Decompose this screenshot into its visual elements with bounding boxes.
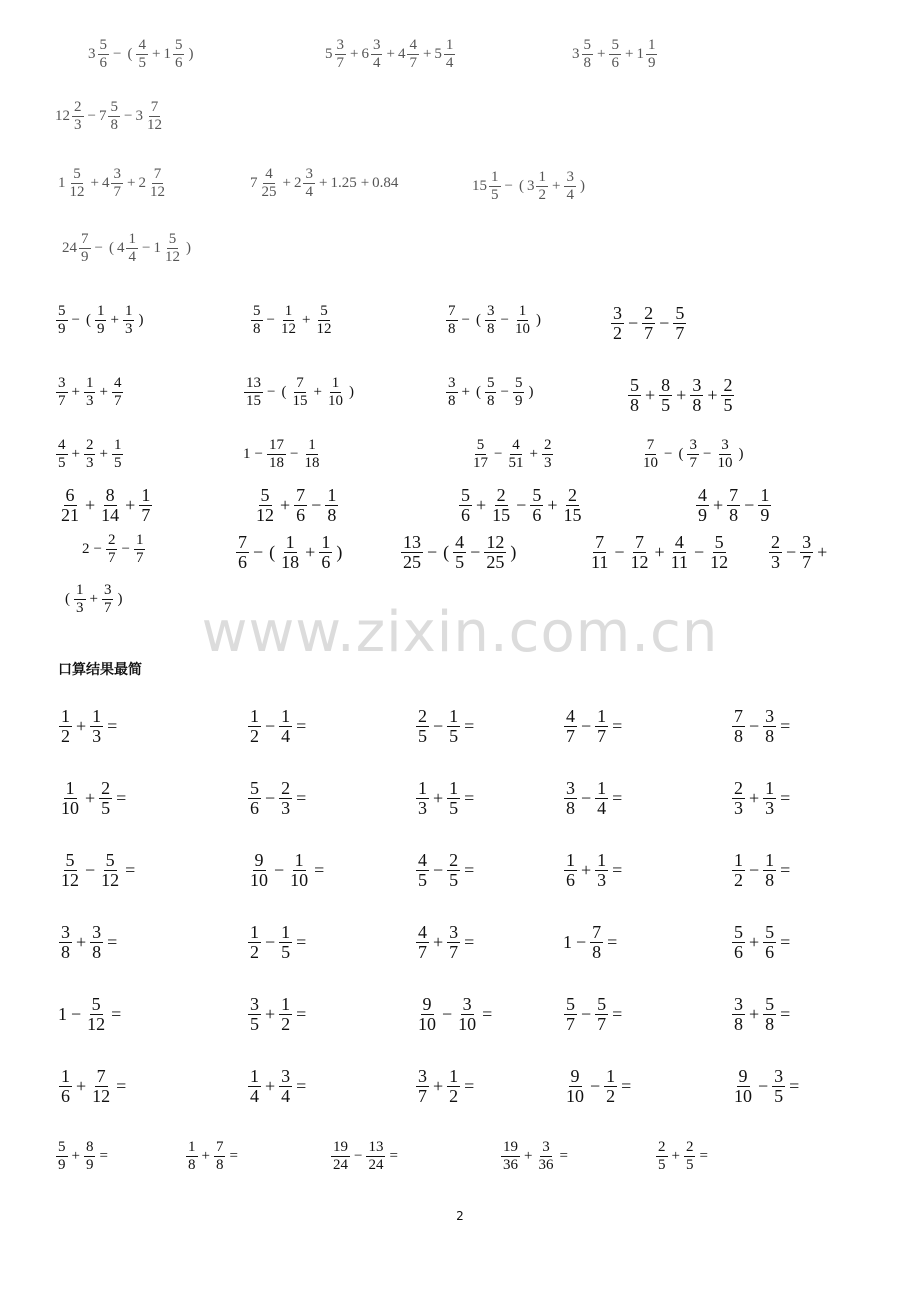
oral-exercise-16: $\frac{3}{8}$ + $\frac{3}{8}$ = <box>61 922 118 962</box>
fraction: $\frac{1}{5}$ <box>113 437 122 471</box>
fraction: $\frac{4}{7}$ <box>113 375 122 409</box>
fraction: $\frac{1}{7}$ <box>135 532 144 566</box>
oral-exercise-9: $\frac{3}{8}$ − $\frac{1}{4}$ = <box>566 778 623 818</box>
oral-exercise-27: $\frac{1}{4}$ + $\frac{3}{4}$ = <box>250 1066 307 1106</box>
oral-exercise-28: $\frac{3}{7}$ + $\frac{1}{2}$ = <box>418 1066 475 1106</box>
fraction: $\frac{5}{12}$ <box>710 532 729 572</box>
fraction: $\frac{3}{7}$ <box>689 437 697 471</box>
fraction: $\frac{12}{25}$ <box>486 532 505 572</box>
fraction-expression-11: $\frac{5}{17}$ − $\frac{4}{51}$ + $\frac{2}{3}$ <box>473 437 552 471</box>
fraction: $\frac{2}{3}$ <box>281 778 291 818</box>
fraction: $\frac{1}{5}$ <box>449 778 459 818</box>
fraction-expression-15: $\frac{5}{6}$ + $\frac{2}{15}$ − $\frac{5}{6}$ + $\frac{2}{15}$ <box>461 485 582 525</box>
fraction: $\frac{3}{4}$ <box>566 169 574 203</box>
fraction: $\frac{4}{9}$ <box>698 485 707 525</box>
fraction: $\frac{4}{7}$ <box>409 37 417 71</box>
fraction-expression-20: $\frac{7}{11}$ − $\frac{7}{12}$ + $\frac{4}{11}$ − $\frac{5}{12}$ <box>591 532 729 572</box>
oral-exercise-31: $\frac{5}{9}$ + $\frac{8}{9}$ = <box>58 1139 108 1173</box>
oral-exercise-2: $\frac{1}{2}$ − $\frac{1}{4}$ = <box>250 706 307 746</box>
fraction: $\frac{8}{9}$ <box>85 1139 94 1173</box>
fraction: $\frac{7}{15}$ <box>292 375 308 409</box>
oral-exercise-33: $\frac{19}{24}$ − $\frac{13}{24}$ = <box>333 1139 398 1173</box>
fraction-expression-17: 2 − $\frac{2}{7}$ − $\frac{1}{7}$ <box>82 532 144 566</box>
fraction-expression-6: $\frac{13}{15}$ − ( $\frac{7}{15}$ + $\frac{1}{10}$ ) <box>246 375 354 409</box>
fraction: $\frac{4}{7}$ <box>566 706 575 746</box>
fraction-expression-4: $\frac{3}{2}$ − $\frac{2}{7}$ − $\frac{5}{7}$ <box>613 303 685 343</box>
fraction: $\frac{4}{5}$ <box>138 37 146 71</box>
fraction: $\frac{9}{10}$ <box>250 850 268 890</box>
fraction: $\frac{5}{12}$ <box>316 303 332 337</box>
fraction: $\frac{2}{3}$ <box>85 437 94 471</box>
fraction: $\frac{7}{10}$ <box>643 437 658 471</box>
oral-exercise-12: $\frac{9}{10}$ − $\frac{1}{10}$ = <box>250 850 325 890</box>
fraction: $\frac{5}{6}$ <box>461 485 470 525</box>
fraction: $\frac{7}{11}$ <box>591 532 609 572</box>
fraction: $\frac{1}{7}$ <box>597 706 607 746</box>
fraction-expression-10: 1 − $\frac{17}{18}$ − $\frac{1}{18}$ <box>243 437 320 471</box>
mixed-expression-8: 24 $\frac{7}{9}$ − ( 4 $\frac{1}{4}$ − 1 $\frac{5}{12}$ ) <box>62 231 191 265</box>
fraction: $\frac{1}{18}$ <box>281 532 300 572</box>
fraction: $\frac{3}{8}$ <box>692 375 702 415</box>
watermark: www.zixin.com.cn <box>201 600 719 665</box>
fraction: $\frac{1}{2}$ <box>606 1066 616 1106</box>
fraction: $\frac{5}{6}$ <box>250 778 259 818</box>
oral-exercise-23: $\frac{9}{10}$ − $\frac{3}{10}$ = <box>418 994 493 1034</box>
mixed-expression-7: 15 $\frac{1}{5}$ − ( 3 $\frac{1}{2}$ + $\frac{3}{4}$ ) <box>472 169 585 203</box>
oral-exercise-4: $\frac{4}{7}$ − $\frac{1}{7}$ = <box>566 706 623 746</box>
fraction: $\frac{1}{2}$ <box>449 1066 459 1106</box>
mixed-expression-6: 7 $\frac{4}{25}$ + 2 $\frac{3}{4}$ + 1.25 + 0.84 <box>250 166 399 200</box>
fraction: $\frac{13}{24}$ <box>368 1139 384 1173</box>
fraction: $\frac{6}{21}$ <box>61 485 79 525</box>
oral-exercise-34: $\frac{19}{36}$ + $\frac{3}{36}$ = <box>503 1139 568 1173</box>
fraction: $\frac{8}{5}$ <box>661 375 671 415</box>
fraction-expression-3: $\frac{7}{8}$ − ( $\frac{3}{8}$ − $\frac{1}{10}$ ) <box>448 303 541 337</box>
fraction: $\frac{3}{8}$ <box>734 994 743 1034</box>
oral-exercise-5: $\frac{7}{8}$ − $\frac{3}{8}$ = <box>734 706 791 746</box>
fraction: $\frac{2}{5}$ <box>449 850 459 890</box>
fraction: $\frac{19}{36}$ <box>503 1139 518 1173</box>
fraction: $\frac{7}{9}$ <box>81 231 89 265</box>
fraction: $\frac{1}{2}$ <box>250 706 259 746</box>
fraction: $\frac{1}{8}$ <box>327 485 337 525</box>
fraction: $\frac{1}{2}$ <box>538 169 546 203</box>
fraction: $\frac{1}{2}$ <box>250 922 259 962</box>
fraction: $\frac{7}{6}$ <box>238 532 247 572</box>
fraction-expression-14: $\frac{5}{12}$ + $\frac{7}{6}$ − $\frac{1}{8}$ <box>256 485 337 525</box>
fraction: $\frac{13}{25}$ <box>403 532 421 572</box>
fraction: $\frac{1}{3}$ <box>92 706 102 746</box>
fraction: $\frac{19}{24}$ <box>333 1139 348 1173</box>
fraction: $\frac{7}{8}$ <box>734 706 743 746</box>
fraction: $\frac{5}{8}$ <box>110 99 118 133</box>
fraction: $\frac{1}{9}$ <box>760 485 770 525</box>
fraction: $\frac{2}{5}$ <box>101 778 111 818</box>
fraction: $\frac{1}{10}$ <box>290 850 309 890</box>
fraction: $\frac{1}{3}$ <box>124 303 133 337</box>
fraction: $\frac{2}{3}$ <box>74 99 82 133</box>
fraction: $\frac{3}{7}$ <box>103 582 112 616</box>
fraction: $\frac{5}{7}$ <box>597 994 607 1034</box>
fraction: $\frac{3}{2}$ <box>613 303 622 343</box>
fraction: $\frac{3}{7}$ <box>802 532 812 572</box>
oral-exercise-1: $\frac{1}{2}$ + $\frac{1}{3}$ = <box>61 706 118 746</box>
fraction: $\frac{3}{36}$ <box>538 1139 554 1173</box>
mixed-expression-5: 1 $\frac{5}{12}$ + 4 $\frac{3}{7}$ + 2 $\frac{7}{12}$ <box>58 166 165 200</box>
fraction: $\frac{7}{8}$ <box>215 1139 224 1173</box>
fraction: $\frac{5}{12}$ <box>87 994 106 1034</box>
fraction: $\frac{1}{2}$ <box>734 850 743 890</box>
fraction: $\frac{5}{8}$ <box>486 375 495 409</box>
mixed-expression-2: 5 $\frac{3}{7}$ + 6 $\frac{3}{4}$ + 4 $\frac{4}{7}$ + 5 $\frac{1}{4}$ <box>325 37 454 71</box>
fraction: $\frac{1}{7}$ <box>141 485 151 525</box>
fraction: $\frac{1}{3}$ <box>765 778 775 818</box>
fraction: $\frac{2}{3}$ <box>771 532 780 572</box>
fraction: $\frac{5}{6}$ <box>99 37 107 71</box>
fraction: $\frac{1}{2}$ <box>281 994 291 1034</box>
fraction: $\frac{5}{6}$ <box>765 922 775 962</box>
mixed-expression-4: 12 $\frac{2}{3}$ − 7 $\frac{5}{8}$ − 3 $\frac{7}{12}$ <box>55 99 162 133</box>
fraction: $\frac{4}{5}$ <box>455 532 465 572</box>
fraction: $\frac{5}{7}$ <box>566 994 575 1034</box>
fraction: $\frac{3}{7}$ <box>336 37 344 71</box>
fraction: $\frac{1}{3}$ <box>597 850 607 890</box>
oral-exercise-18: $\frac{4}{7}$ + $\frac{3}{7}$ = <box>418 922 475 962</box>
fraction: $\frac{4}{5}$ <box>58 437 66 471</box>
fraction: $\frac{5}{8}$ <box>583 37 591 71</box>
fraction: $\frac{7}{8}$ <box>448 303 456 337</box>
fraction-expression-9: $\frac{4}{5}$ + $\frac{2}{3}$ + $\frac{1}{5}$ <box>58 437 122 471</box>
fraction: $\frac{5}{6}$ <box>734 922 743 962</box>
fraction: $\frac{4}{25}$ <box>261 166 277 200</box>
fraction: $\frac{7}{8}$ <box>592 922 602 962</box>
fraction-expression-21: $\frac{2}{3}$ − $\frac{3}{7}$ + <box>771 532 828 572</box>
fraction: $\frac{13}{15}$ <box>246 375 261 409</box>
fraction: $\frac{3}{5}$ <box>250 994 259 1034</box>
fraction: $\frac{5}{8}$ <box>253 303 261 337</box>
oral-exercise-11: $\frac{5}{12}$ − $\frac{5}{12}$ = <box>61 850 136 890</box>
fraction: $\frac{7}{12}$ <box>149 166 165 200</box>
fraction: $\frac{1}{4}$ <box>445 37 454 71</box>
fraction-expression-1: $\frac{5}{9}$ − ( $\frac{1}{9}$ + $\frac{1}{3}$ ) <box>58 303 144 337</box>
oral-exercise-26: $\frac{1}{6}$ + $\frac{7}{12}$ = <box>61 1066 127 1106</box>
fraction: $\frac{1}{5}$ <box>491 169 499 203</box>
fraction: $\frac{2}{3}$ <box>734 778 743 818</box>
fraction: $\frac{2}{3}$ <box>543 437 552 471</box>
fraction-expression-22: ( $\frac{1}{3}$ + $\frac{3}{7}$ ) <box>65 582 123 616</box>
fraction: $\frac{1}{9}$ <box>647 37 656 71</box>
fraction: $\frac{3}{8}$ <box>765 706 775 746</box>
fraction: $\frac{3}{10}$ <box>458 994 477 1034</box>
fraction-expression-16: $\frac{4}{9}$ + $\frac{7}{8}$ − $\frac{1}{9}$ <box>698 485 770 525</box>
oral-exercise-10: $\frac{2}{3}$ + $\frac{1}{3}$ = <box>734 778 791 818</box>
fraction: $\frac{3}{4}$ <box>372 37 381 71</box>
oral-exercise-7: $\frac{5}{6}$ − $\frac{2}{3}$ = <box>250 778 307 818</box>
oral-exercise-32: $\frac{1}{8}$ + $\frac{7}{8}$ = <box>188 1139 238 1173</box>
fraction: $\frac{5}{12}$ <box>101 850 120 890</box>
fraction: $\frac{3}{8}$ <box>566 778 575 818</box>
fraction: $\frac{4}{51}$ <box>508 437 524 471</box>
fraction: $\frac{7}{12}$ <box>146 99 162 133</box>
fraction: $\frac{4}{5}$ <box>418 850 427 890</box>
oral-exercise-19: 1 − $\frac{7}{8}$ = <box>563 922 618 962</box>
fraction: $\frac{2}{5}$ <box>723 375 733 415</box>
fraction: $\frac{5}{6}$ <box>611 37 619 71</box>
fraction: $\frac{5}{9}$ <box>58 303 66 337</box>
fraction-expression-13: $\frac{6}{21}$ + $\frac{8}{14}$ + $\frac{1}{7}$ <box>61 485 151 525</box>
fraction: $\frac{17}{18}$ <box>268 437 284 471</box>
fraction: $\frac{4}{11}$ <box>670 532 688 572</box>
fraction: $\frac{3}{7}$ <box>113 166 121 200</box>
oral-exercise-22: $\frac{3}{5}$ + $\frac{1}{2}$ = <box>250 994 307 1034</box>
fraction: $\frac{3}{8}$ <box>448 375 456 409</box>
oral-exercise-29: $\frac{9}{10}$ − $\frac{1}{2}$ = <box>566 1066 632 1106</box>
fraction: $\frac{7}{8}$ <box>729 485 739 525</box>
section-title: 口算结果最简 <box>58 662 142 678</box>
fraction: $\frac{7}{12}$ <box>92 1066 111 1106</box>
fraction: $\frac{8}{14}$ <box>101 485 120 525</box>
fraction: $\frac{1}{10}$ <box>514 303 530 337</box>
fraction: $\frac{1}{10}$ <box>327 375 343 409</box>
fraction: $\frac{2}{5}$ <box>685 1139 694 1173</box>
fraction: $\frac{1}{3}$ <box>418 778 427 818</box>
fraction: $\frac{5}{9}$ <box>514 375 523 409</box>
fraction: $\frac{5}{12}$ <box>256 485 274 525</box>
fraction-expression-18: $\frac{7}{6}$ − ( $\frac{1}{18}$ + $\frac{1}{6}$ ) <box>238 532 343 572</box>
fraction: $\frac{1}{2}$ <box>61 706 70 746</box>
oral-exercise-8: $\frac{1}{3}$ + $\frac{1}{5}$ = <box>418 778 475 818</box>
fraction: $\frac{1}{8}$ <box>188 1139 196 1173</box>
oral-exercise-14: $\frac{1}{6}$ + $\frac{1}{3}$ = <box>566 850 623 890</box>
fraction: $\frac{2}{7}$ <box>644 303 654 343</box>
fraction: $\frac{1}{4}$ <box>250 1066 259 1106</box>
oral-exercise-6: $\frac{1}{10}$ + $\frac{2}{5}$ = <box>61 778 127 818</box>
fraction: $\frac{2}{15}$ <box>492 485 511 525</box>
fraction: $\frac{2}{5}$ <box>418 706 427 746</box>
fraction: $\frac{3}{7}$ <box>418 1066 427 1106</box>
fraction-expression-19: $\frac{13}{25}$ − ( $\frac{4}{5}$ − $\frac{12}{25}$ ) <box>403 532 517 572</box>
oral-exercise-15: $\frac{1}{2}$ − $\frac{1}{8}$ = <box>734 850 791 890</box>
fraction: $\frac{2}{15}$ <box>563 485 582 525</box>
oral-exercise-21: 1 − $\frac{5}{12}$ = <box>58 994 122 1034</box>
fraction: $\frac{1}{4}$ <box>597 778 607 818</box>
fraction: $\frac{5}{7}$ <box>675 303 685 343</box>
fraction-expression-2: $\frac{5}{8}$ − $\frac{1}{12}$ + $\frac{5}{12}$ <box>253 303 332 337</box>
oral-exercise-35: $\frac{2}{5}$ + $\frac{2}{5}$ = <box>658 1139 708 1173</box>
fraction: $\frac{4}{7}$ <box>418 922 427 962</box>
fraction: $\frac{1}{9}$ <box>96 303 105 337</box>
fraction: $\frac{3}{7}$ <box>449 922 459 962</box>
oral-exercise-24: $\frac{5}{7}$ − $\frac{5}{7}$ = <box>566 994 623 1034</box>
fraction: $\frac{2}{5}$ <box>658 1139 666 1173</box>
fraction: $\frac{5}{8}$ <box>630 375 639 415</box>
fraction: $\frac{1}{6}$ <box>566 850 575 890</box>
fraction: $\frac{5}{12}$ <box>61 850 79 890</box>
fraction-expression-8: $\frac{5}{8}$ + $\frac{8}{5}$ + $\frac{3}{8}$ + $\frac{2}{5}$ <box>630 375 733 415</box>
fraction: $\frac{9}{10}$ <box>418 994 436 1034</box>
fraction: $\frac{9}{10}$ <box>566 1066 584 1106</box>
mixed-expression-3: 3 $\frac{5}{8}$ + $\frac{5}{6}$ + 1 $\frac{1}{9}$ <box>572 37 656 71</box>
oral-exercise-17: $\frac{1}{2}$ − $\frac{1}{5}$ = <box>250 922 307 962</box>
fraction: $\frac{1}{6}$ <box>321 532 331 572</box>
fraction: $\frac{2}{7}$ <box>107 532 116 566</box>
fraction: $\frac{1}{5}$ <box>449 706 459 746</box>
fraction: $\frac{5}{8}$ <box>765 994 775 1034</box>
fraction-expression-5: $\frac{3}{7}$ + $\frac{1}{3}$ + $\frac{4}{7}$ <box>58 375 122 409</box>
fraction: $\frac{5}{12}$ <box>69 166 85 200</box>
fraction: $\frac{5}{6}$ <box>532 485 542 525</box>
fraction: $\frac{3}{8}$ <box>486 303 495 337</box>
fraction: $\frac{1}{8}$ <box>765 850 775 890</box>
oral-exercise-30: $\frac{9}{10}$ − $\frac{3}{5}$ = <box>734 1066 800 1106</box>
fraction: $\frac{1}{3}$ <box>76 582 84 616</box>
mixed-expression-1: 3 $\frac{5}{6}$ − ( $\frac{4}{5}$ + 1 $\frac{5}{6}$ ) <box>88 37 194 71</box>
fraction: $\frac{5}{6}$ <box>174 37 183 71</box>
fraction: $\frac{3}{10}$ <box>717 437 733 471</box>
fraction: $\frac{1}{4}$ <box>281 706 291 746</box>
fraction: $\frac{1}{5}$ <box>281 922 291 962</box>
fraction: $\frac{1}{6}$ <box>61 1066 70 1106</box>
fraction: $\frac{3}{5}$ <box>774 1066 784 1106</box>
page-number: 2 <box>456 1209 464 1223</box>
fraction: $\frac{5}{9}$ <box>58 1139 66 1173</box>
fraction-expression-12: $\frac{7}{10}$ − ( $\frac{3}{7}$ − $\frac{3}{10}$ ) <box>643 437 744 471</box>
fraction: $\frac{1}{18}$ <box>304 437 320 471</box>
fraction: $\frac{3}{8}$ <box>61 922 70 962</box>
oral-exercise-13: $\frac{4}{5}$ − $\frac{2}{5}$ = <box>418 850 475 890</box>
fraction: $\frac{3}{8}$ <box>92 922 102 962</box>
oral-exercise-25: $\frac{3}{8}$ + $\frac{5}{8}$ = <box>734 994 791 1034</box>
fraction: $\frac{5}{12}$ <box>164 231 180 265</box>
fraction: $\frac{1}{10}$ <box>61 778 79 818</box>
oral-exercise-3: $\frac{2}{5}$ − $\frac{1}{5}$ = <box>418 706 475 746</box>
fraction: $\frac{5}{17}$ <box>473 437 488 471</box>
fraction: $\frac{1}{3}$ <box>85 375 94 409</box>
oral-exercise-20: $\frac{5}{6}$ + $\frac{5}{6}$ = <box>734 922 791 962</box>
fraction: $\frac{7}{6}$ <box>296 485 306 525</box>
fraction-expression-7: $\frac{3}{8}$ + ( $\frac{5}{8}$ − $\frac{5}{9}$ ) <box>448 375 534 409</box>
fraction: $\frac{9}{10}$ <box>734 1066 752 1106</box>
fraction: $\frac{7}{12}$ <box>630 532 649 572</box>
fraction: $\frac{1}{4}$ <box>128 231 136 265</box>
fraction: $\frac{3}{7}$ <box>58 375 66 409</box>
fraction: $\frac{3}{4}$ <box>305 166 313 200</box>
fraction: $\frac{1}{12}$ <box>280 303 296 337</box>
fraction: $\frac{3}{4}$ <box>281 1066 291 1106</box>
